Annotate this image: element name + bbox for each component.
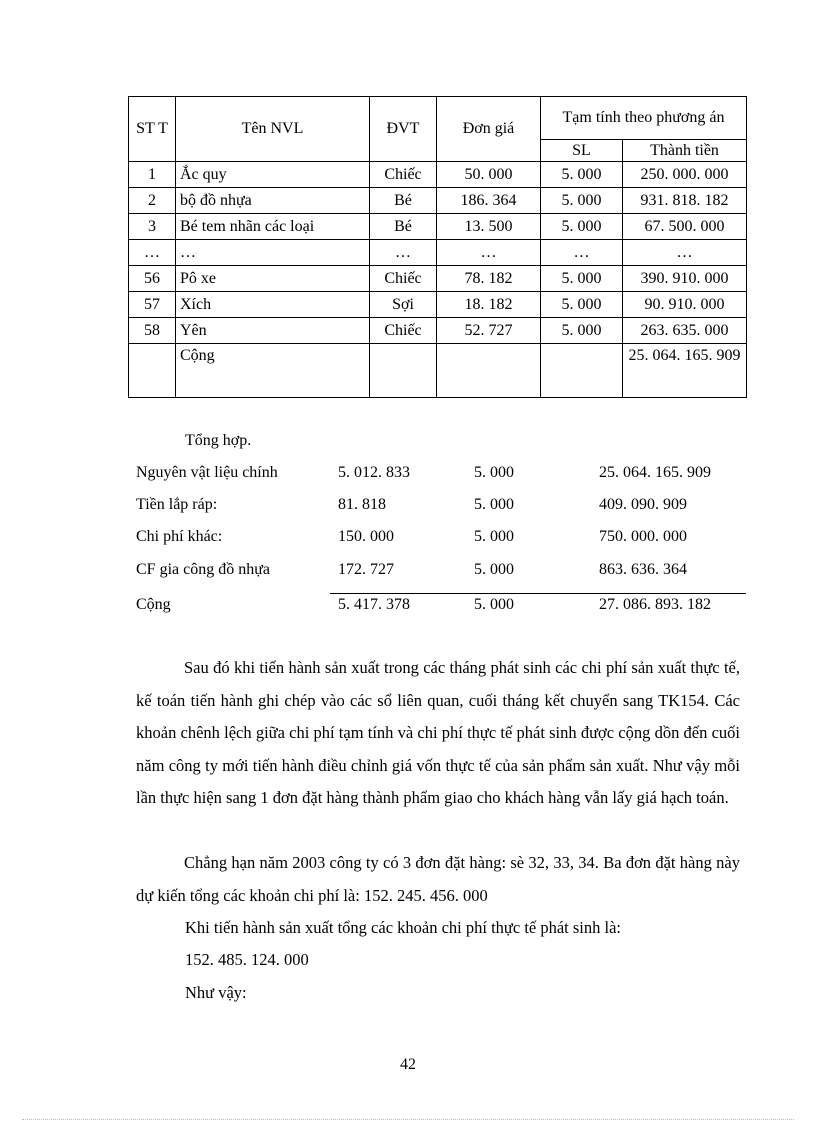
summary-title: Tổng hợp. (185, 432, 252, 449)
summary-label: Chi phí khác: (136, 528, 223, 545)
summary-row (0, 561, 816, 585)
summary-divider (330, 593, 746, 594)
total-unit (370, 344, 437, 398)
cell-unit: Sợi (370, 292, 437, 318)
cell-amount: 931. 818. 182 (623, 188, 747, 214)
cell-qty: 5. 000 (541, 292, 623, 318)
header-unit: ĐVT (370, 97, 437, 162)
header-qty: SL (541, 140, 623, 162)
cell-name: Yên (176, 318, 370, 344)
total-price (437, 344, 541, 398)
cell-price: 18. 182 (437, 292, 541, 318)
paragraph-1 (136, 652, 740, 815)
table-row (129, 240, 747, 266)
cell-qty: 5. 000 (541, 188, 623, 214)
cell-stt: 56 (129, 266, 176, 292)
text-line-5: Như vậy: (185, 983, 247, 1002)
total-qty (541, 344, 623, 398)
summary-price: 150. 000 (338, 528, 394, 545)
summary-qty: 5. 000 (474, 596, 514, 613)
cell-name: Bé tem nhãn các loại (176, 214, 370, 240)
cell-unit: … (370, 240, 437, 266)
cell-stt: 1 (129, 162, 176, 188)
cell-qty: 5. 000 (541, 266, 623, 292)
summary-qty: 5. 000 (474, 528, 514, 545)
cell-amount: 390. 910. 000 (623, 266, 747, 292)
summary-qty: 5. 000 (474, 496, 514, 513)
text-line-3: Khi tiến hành sản xuất tổng các khoản chi phí thực tế phát sinh là: (185, 918, 622, 937)
header-amount: Thành tiền (623, 140, 747, 162)
cell-unit: Bé (370, 214, 437, 240)
cell-qty: 5. 000 (541, 162, 623, 188)
table-header-row (129, 97, 747, 140)
cell-name: … (176, 240, 370, 266)
header-name: Tên NVL (176, 97, 370, 162)
cell-amount: 250. 000. 000 (623, 162, 747, 188)
table-body (129, 162, 747, 344)
cell-name: Ắc quy (176, 162, 370, 188)
cell-qty: 5. 000 (541, 318, 623, 344)
cell-price: 186. 364 (437, 188, 541, 214)
summary-row (0, 496, 816, 520)
cell-name: Xích (176, 292, 370, 318)
summary-price: 5. 417. 378 (338, 596, 410, 613)
header-stt: ST T (129, 97, 176, 162)
table-row (129, 162, 747, 188)
summary-total: 750. 000. 000 (599, 528, 687, 545)
table-row (129, 266, 747, 292)
cell-unit: Bé (370, 188, 437, 214)
summary-price: 172. 727 (338, 561, 394, 578)
summary-qty: 5. 000 (474, 561, 514, 578)
table-row (129, 292, 747, 318)
cell-name: bộ đồ nhựa (176, 188, 370, 214)
summary-row (0, 464, 816, 488)
cell-stt: 3 (129, 214, 176, 240)
text-line-4: 152. 485. 124. 000 (185, 950, 309, 969)
cell-price: 78. 182 (437, 266, 541, 292)
cell-price: 13. 500 (437, 214, 541, 240)
paragraph-2 (136, 847, 740, 912)
header-group: Tạm tính theo phương án (541, 97, 747, 140)
summary-price: 5. 012. 833 (338, 464, 410, 481)
cell-name: Pô xe (176, 266, 370, 292)
cell-amount: 263. 635. 000 (623, 318, 747, 344)
summary-label: CF gia công đồ nhựa (136, 561, 270, 578)
total-amount: 25. 064. 165. 909 (623, 344, 747, 398)
summary-price: 81. 818 (338, 496, 386, 513)
table-row (129, 188, 747, 214)
total-stt (129, 344, 176, 398)
cell-amount: 67. 500. 000 (623, 214, 747, 240)
summary-total: 25. 064. 165. 909 (599, 464, 711, 481)
cell-stt: … (129, 240, 176, 266)
cell-price: 52. 727 (437, 318, 541, 344)
summary-row (0, 528, 816, 552)
table-row (129, 214, 747, 240)
cell-qty: … (541, 240, 623, 266)
cell-unit: Chiếc (370, 162, 437, 188)
materials-table (128, 96, 747, 398)
summary-total: 409. 090. 909 (599, 496, 687, 513)
summary-label: Nguyên vật liệu chính (136, 464, 278, 481)
cell-qty: 5. 000 (541, 214, 623, 240)
cell-stt: 58 (129, 318, 176, 344)
cell-unit: Chiếc (370, 266, 437, 292)
cell-price: 50. 000 (437, 162, 541, 188)
cell-amount: … (623, 240, 747, 266)
summary-total: 863. 636. 364 (599, 561, 687, 578)
header-price: Đơn giá (437, 97, 541, 162)
paragraph-2-text: Chẳng hạn năm 2003 công ty có 3 đơn đặt hàng: sè 32, 33, 34. Ba đơn đặt hàng này dự kiến tổng các khoản chi phí là: 152. 245. 456. 000 (136, 853, 740, 905)
cell-stt: 2 (129, 188, 176, 214)
summary-label: Cộng (136, 596, 171, 613)
page-number: 42 (400, 1056, 416, 1073)
summary-qty: 5. 000 (474, 464, 514, 481)
cell-stt: 57 (129, 292, 176, 318)
summary-total: 27. 086. 893. 182 (599, 596, 711, 613)
table-total-row (129, 344, 747, 398)
summary-row (0, 596, 816, 620)
paragraph-1-text: Sau đó khi tiến hành sản xuất trong các tháng phát sinh các chi phí sản xuất thực tế, kế toán tiến hành ghi chép vào các sổ liên quan, cuối tháng kết chuyển sang TK154. Các khoản chênh lệch giữa chi phí tạm tính và chi phí thực tế phát sinh được cộng dồn đến cuối năm công ty mới tiến hành điều chỉnh giá vốn thực tế của sản phẩm sản xuất. Như vậy mỗi lần thực hiện sang 1 đơn đặt hàng thành phẩm giao cho khách hàng vẫn lấy giá hạch toán. (136, 658, 740, 807)
footer-rule (22, 1119, 794, 1120)
total-label: Cộng (176, 344, 370, 398)
cell-unit: Chiếc (370, 318, 437, 344)
summary-label: Tiền lắp ráp: (136, 496, 218, 513)
cell-amount: 90. 910. 000 (623, 292, 747, 318)
table-row (129, 318, 747, 344)
cell-price: … (437, 240, 541, 266)
